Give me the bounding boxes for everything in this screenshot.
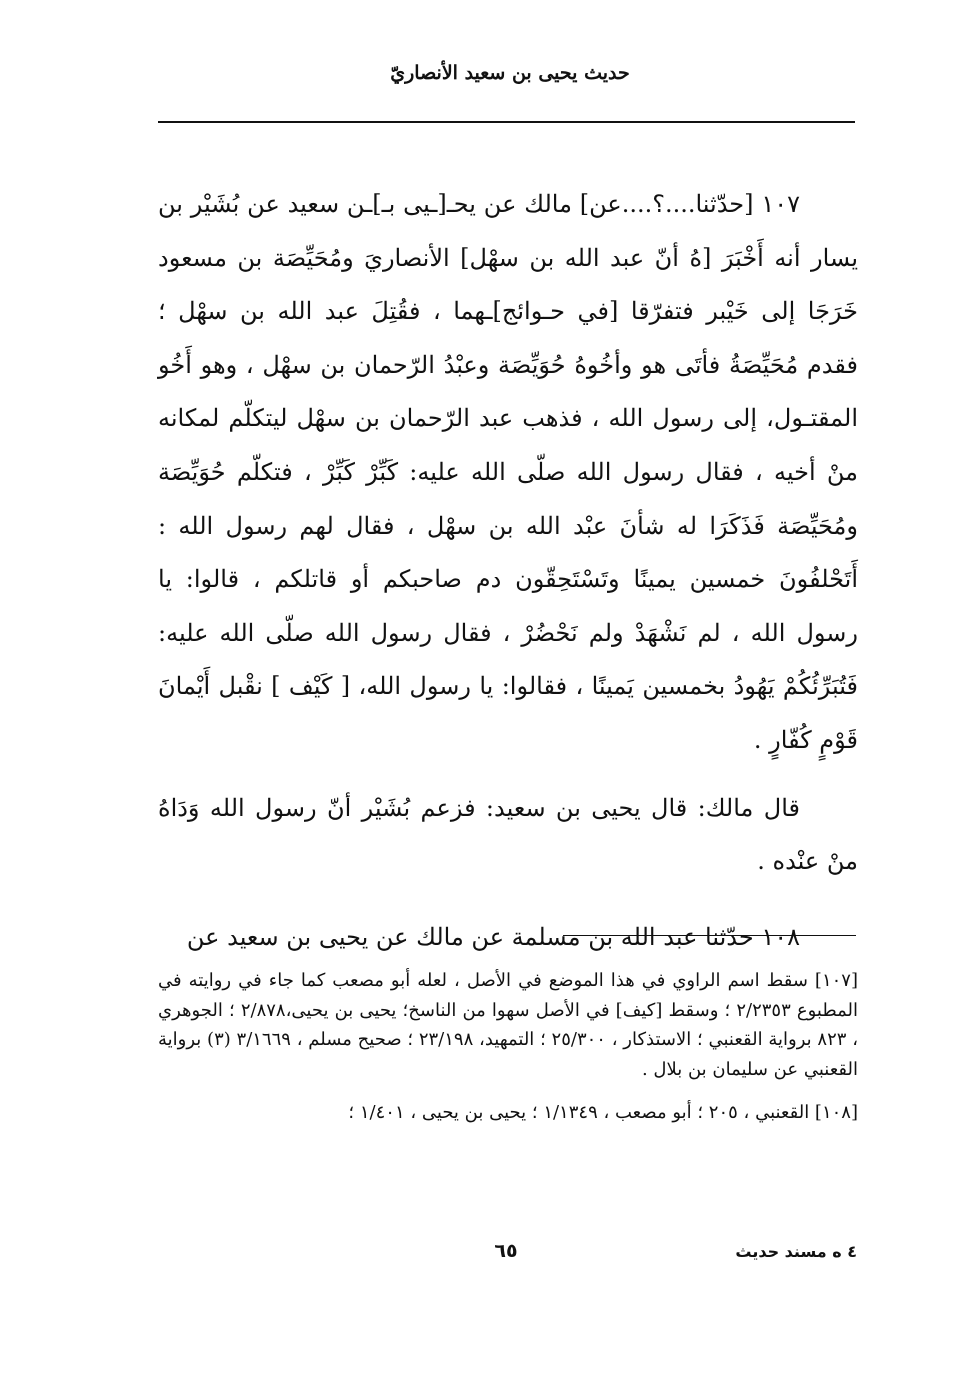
footnote-rule — [563, 935, 856, 936]
header-rule — [158, 121, 855, 123]
footnote-108: [١٠٨] القعنبي ، ٢٠٥ ؛ أبو مصعب ، ١/١٣٤٩ ؛ يحيى بن يحيى ، ١/٤٠١ ؛ — [348, 1102, 858, 1123]
hadith-108-paragraph: ١٠٨ حدّثنا عبد الله بن مسلمة عن مالك عن يحيى بن سعيد عن — [186, 922, 800, 951]
malik-comment-paragraph: قال مالك: قال يحيى بن سعيد: فزعم بُشَيْر أنّ رسول الله وَدَاهُ منْ عنْده . — [158, 793, 858, 876]
footnotes — [158, 966, 858, 1128]
running-header: حديث يحيى بن سعيد الأنصاريّ — [390, 62, 630, 84]
signature-mark: ٤ ه مسند حديث — [735, 1242, 857, 1261]
page-number: ٦٥ — [494, 1240, 518, 1262]
main-text — [158, 178, 858, 964]
hadith-107-paragraph: ١٠٧ [حدّثنا....؟....عن] مالك عن يحـ[ـيى بـ]ـن سعيد عن بُشَيْر بن يسار أنه أَخْبَرَ [هُ أنّ عبد الله بن سهْل] الأنصاريَ ومُحَيِّصَة بن مسعود خَرَجَا إلى خَيْبر فتفرّقا [في حـوائج]ـهما ، فقُتِلَ عبد الله بن سهْل ؛ فقدم مُحَيِّصَةُ فأتَى هو وأخُوهُ حُوَيِّصَة وعبْدُ الرّحمان بن سهْل ، وهو أَخُو المقتـول، إلى رسول الله ، فذهب عبد الرّحمان بن سهْل ليتكلّم لمكانه منْ أخيه ، فقال رسول الله صلّى الله عليه: كَبِّرْ كَبِّرْ ، فتكلّم حُوَيِّصَة ومُحَيِّصَة فَذَكَرَا له شأنَ عبْد الله بن سهْل ، فقال لهم رسول الله : أَتَحْلفُونَ خمسين يمينًا وتَسْتَحِقّون دم صاحبكم أو قاتلكم ، قالوا: يا رسول الله ، لم نَشْهَدْ ولم نَحْضُرْ ، فقال رسول الله صلّى الله عليه: فَتُبَرِّئُكُمْ يَهُودُ بخمسين يَمينًا ، فقالوا: يا رسول الله، [ كَيْف ] نقْبل أَيْمانَ قَوْمٍ كُفّارٍ . — [158, 190, 859, 754]
footnote-107: [١٠٧] سقط اسم الراوي في هذا الموضع في الأصل ، لعله أبو مصعب كما جاء في روايته في المطبوع ٢/٢٣٥٣ ؛ وسقط [كيف] في الأصل سهوا من الناسخ؛ يحيى بن يحيى،٢/٨٧٨ ؛ الجوهري ، ٨٢٣ برواية القعنبي ؛ الاستذكار ، ٢٥/٣٠٠ ؛ التمهيد، ٢٣/١٩٨ ؛ صحيح مسلم ، ٣/١٦٦٩ (٣) برواية القعنبي عن سليمان بن بلال . — [158, 970, 859, 1080]
